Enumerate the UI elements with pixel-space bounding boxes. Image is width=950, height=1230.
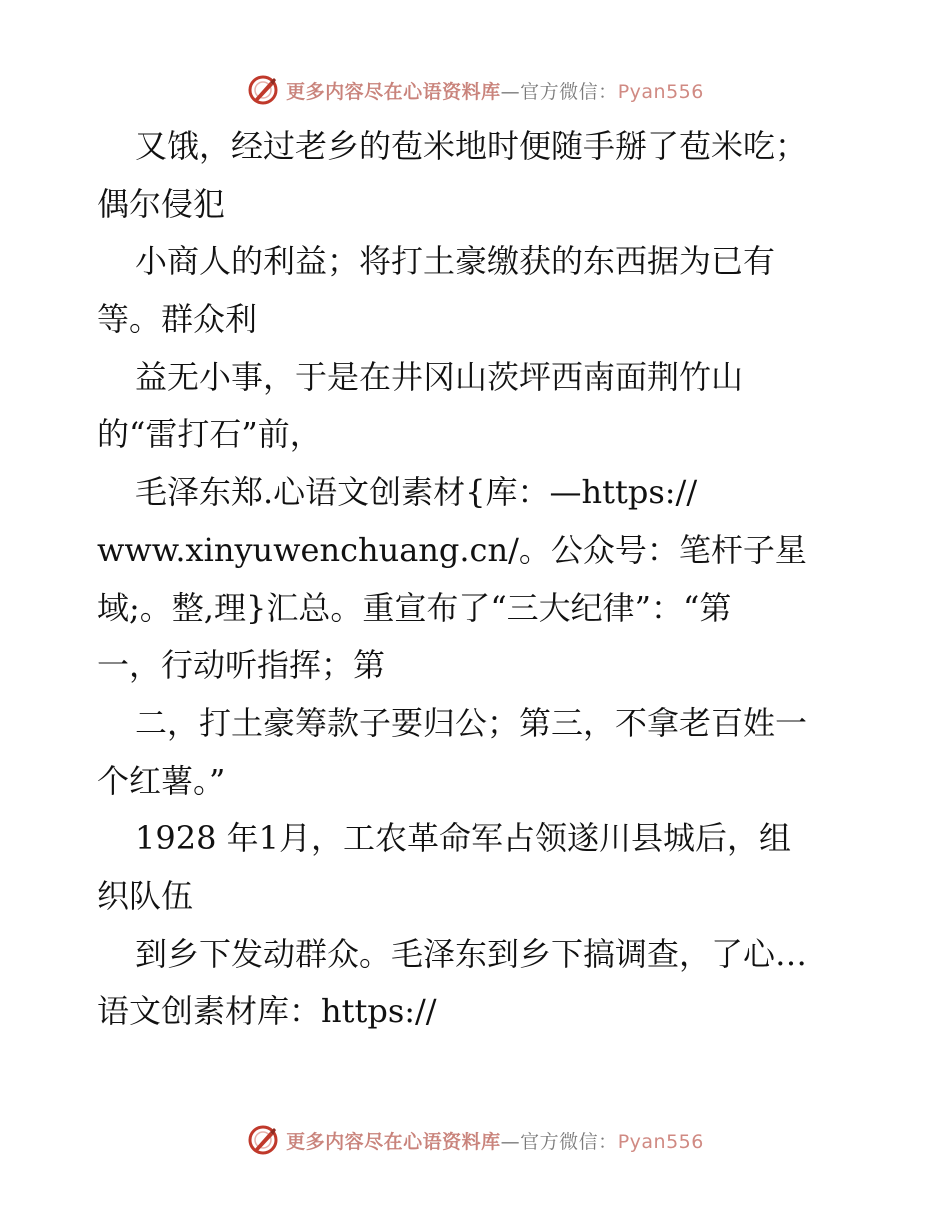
body-line: 二，打土豪筹款子要归公；第三，不拿老百姓一 <box>135 703 808 742</box>
body-line: 等。群众利 <box>97 300 258 339</box>
body-line: 语文创素材库：https:// <box>97 992 437 1031</box>
footer-contact-id: Pyan556 <box>617 1130 704 1153</box>
footer-separator: — <box>500 1130 521 1153</box>
body-line: 一，行动听指挥；第 <box>97 646 386 685</box>
footer-banner <box>0 1120 950 1160</box>
document-body <box>97 118 857 1041</box>
pen-ring-logo-icon <box>246 1123 280 1157</box>
body-line: 偶尔侵犯 <box>97 184 226 223</box>
body-line: 益无小事，于是在井冈山茨坪西南面荆竹山 <box>135 357 744 396</box>
header-banner <box>0 70 950 110</box>
header-site-name: 更多内容尽在心语资料库 <box>286 80 501 103</box>
body-line: 织队伍 <box>97 876 194 915</box>
header-separator: — <box>500 80 521 103</box>
footer-banner-text <box>286 1127 704 1154</box>
body-line: www.xinyuwenchuang.cn/。公众号：笔杆子星 <box>97 530 807 569</box>
header-banner-text <box>286 77 704 104</box>
footer-site-name: 更多内容尽在心语资料库 <box>286 1130 501 1153</box>
body-line: 个红薯。” <box>97 761 226 800</box>
body-line: 域;。整,理}汇总。重宣布了“三大纪律”：“第 <box>97 588 732 627</box>
footer-contact-label: 官方微信： <box>520 1130 618 1153</box>
header-contact-label: 官方微信： <box>520 80 618 103</box>
body-line: 毛泽东郑.心语文创素材{库：—https:// <box>135 473 698 512</box>
body-line: 到乡下发动群众。毛泽东到乡下搞调查，了心… <box>135 934 808 973</box>
header-contact-id: Pyan556 <box>617 80 704 103</box>
body-line: 小商人的利益；将打土豪缴获的东西据为已有 <box>135 242 776 281</box>
body-line: 的“雷打石”前， <box>97 415 322 454</box>
body-line: 又饿，经过老乡的苞米地时便随手掰了苞米吃； <box>135 127 808 165</box>
body-line: 1928 年1月，工农革命军占领遂川县城后，组 <box>135 819 791 858</box>
pen-ring-logo-icon <box>246 73 280 107</box>
